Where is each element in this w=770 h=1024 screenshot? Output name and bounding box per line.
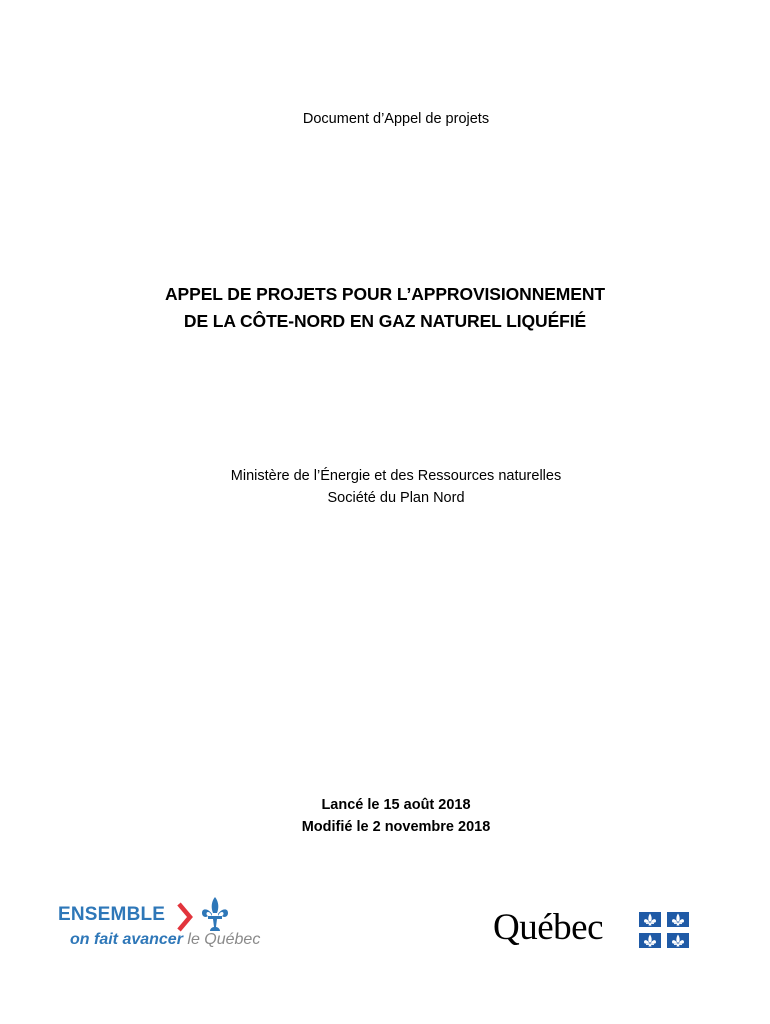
quebec-logo-word: Québec: [493, 907, 603, 948]
document-type-label: Document d’Appel de projets: [302, 111, 490, 127]
chevron-right-icon: [176, 902, 194, 932]
issuer-ministry: Ministère de l’Énergie et des Ressources naturelles: [230, 468, 562, 484]
quebec-logo: [493, 906, 693, 956]
document-title: [0, 281, 770, 335]
document-dates: [0, 794, 770, 838]
ensemble-logo-tagline: [70, 931, 260, 949]
ensemble-tagline-light: le Québec: [182, 931, 261, 948]
issuing-organizations: [0, 465, 770, 509]
document-title-line-1: APPEL DE PROJETS POUR L’APPROVISIONNEMENT: [165, 284, 605, 304]
modified-date: Modifié le 2 novembre 2018: [301, 819, 491, 835]
launch-date: Lancé le 15 août 2018: [321, 797, 471, 813]
document-title-line-2: DE LA CÔTE-NORD EN GAZ NATUREL LIQUÉFIÉ: [183, 311, 587, 331]
fleur-de-lis-icon: [200, 896, 230, 932]
quebec-flag-icon: [639, 912, 689, 948]
ensemble-logo-word: ENSEMBLE: [58, 904, 166, 925]
ensemble-tagline-bold: on fait avancer: [70, 931, 183, 948]
issuer-plan-nord: Société du Plan Nord: [327, 490, 465, 506]
ensemble-logo: [58, 896, 298, 956]
